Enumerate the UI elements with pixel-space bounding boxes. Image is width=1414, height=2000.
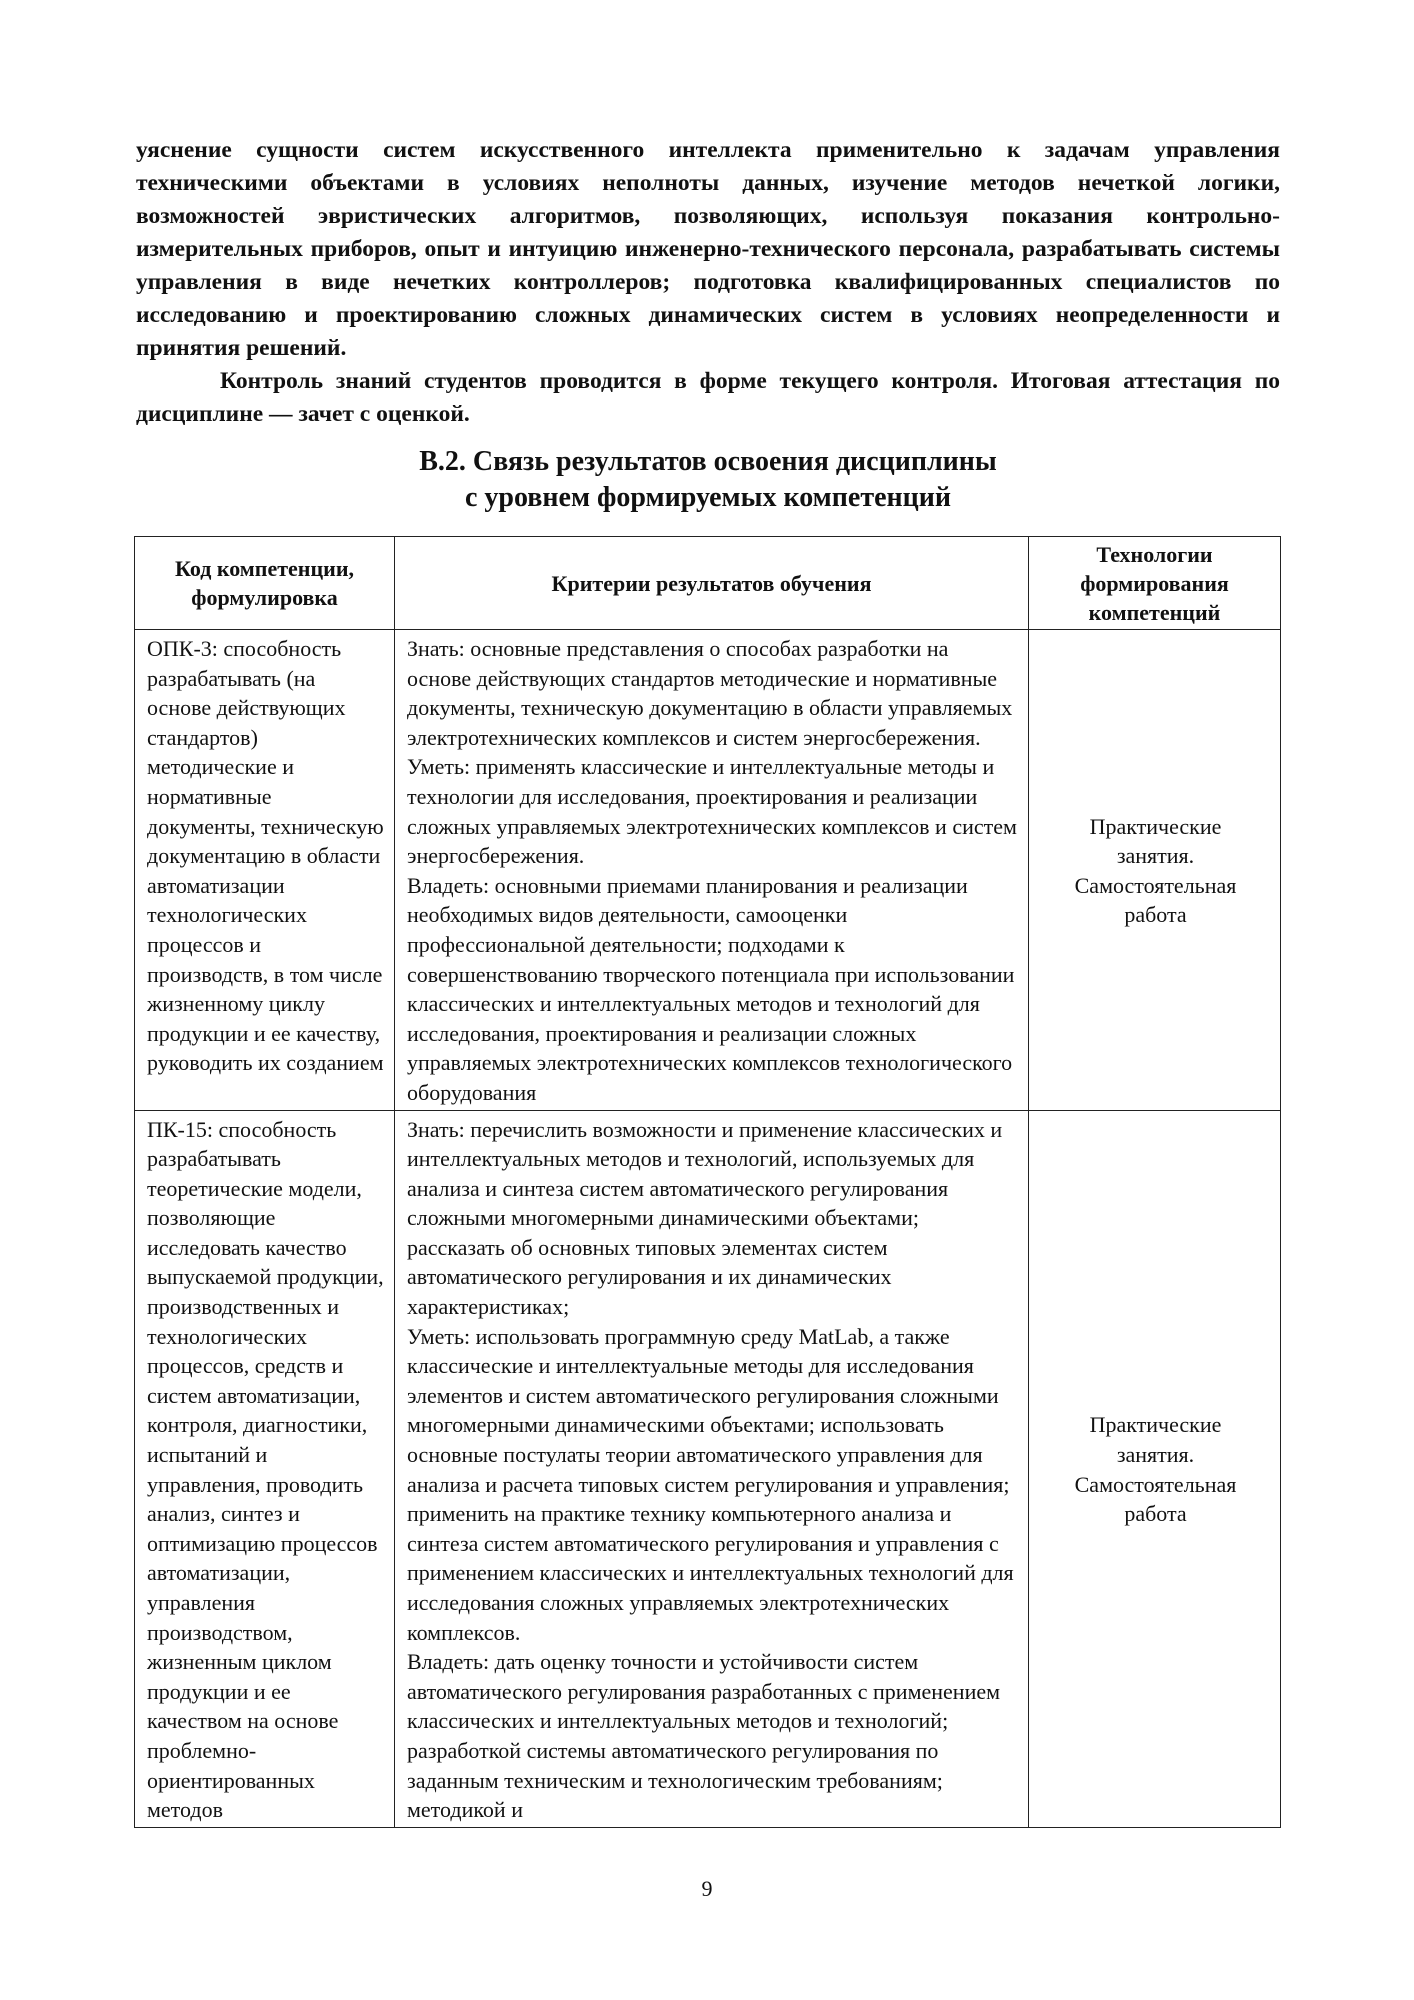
criteria-can: Уметь: применять классические и интеллектуальные методы и технологии для исследования, проектирования и реализации сложных управляемых электротехнических комплексов и систем энергосбережения. [407,754,1017,869]
section-title [136,444,1280,516]
intro-text [136,134,1280,431]
table-row [135,1110,1281,1827]
header-code: Код компетенции, формулировка [135,537,395,630]
learning-criteria [395,1110,1029,1827]
criteria-master: Владеть: дать оценку точности и устойчивости систем автоматического регулирования разработанных с применением классических и интеллектуальных методов и технологий; разработкой системы автоматического регулирования по заданным техническим и технологическим требованиям; методикой и [407,1649,1001,1823]
intro-paragraph-2 [136,365,1280,431]
competency-code: ПК-15: способность разрабатывать теоретические модели, позволяющие исследовать качество выпускаемой продукции, производственных и технологических процессов, средств и систем автоматизации, контроля, диагностики, испытаний и управления, проводить анализ, синтез и оптимизацию процессов автоматизации, управления производством, жизненным циклом продукции и ее качеством на основе проблемно-ориентированных методов [135,1110,395,1827]
formation-technologies [1029,630,1281,1111]
section-title-line-2: с уровнем формируемых компетенций [464,482,952,513]
formation-technologies [1029,1110,1281,1827]
criteria-master: Владеть: основными приемами планирования и реализации необходимых видов деятельности, самооценки профессиональной деятельности; подходами к совершенствованию творческого потенциала при использовании классических и интеллектуальных методов и технологий для исследования, проектирования и реализации сложных управляемых электротехнических комплексов технологического оборудования [407,872,1015,1105]
criteria-can: Уметь: использовать программную среду MatLab, а также классические и интеллектуальные методы для исследования элементов и систем автоматического регулирования сложными многомерными динамическими объектами; использовать основные постулаты теории автоматического управления для анализа и расчета типовых систем регулирования и управления; применить на практике технику компьютерного анализа и синтеза систем автоматического регулирования и управления с применением классических и интеллектуальных технологий для исследования сложных управляемых электротехнических комплексов. [407,1323,1014,1645]
tech-line: Самостоятельная [1074,872,1237,898]
section-title-line-1: В.2. Связь результатов освоения дисциплины [419,446,997,477]
learning-criteria [395,630,1029,1111]
tech-line: занятия. [1116,1442,1195,1468]
tech-line: занятия. [1116,843,1195,869]
tech-line: Практические [1089,1412,1222,1438]
criteria-know: Знать: основные представления о способах разработки на основе действующих стандартов методические и нормативные документы, техническую документацию в области управляемых электротехнических комплексов и систем энергосбережения. [407,636,1013,750]
tech-line: Самостоятельная [1074,1471,1237,1497]
competencies-table [134,536,1281,1828]
tech-line: Практические [1089,813,1222,839]
assessment-form: зачет с оценкой [298,401,464,427]
page-number: 9 [701,1876,713,1901]
table-row [135,630,1281,1111]
competency-code: ОПК-3: способность разрабатывать (на основе действующих стандартов) методические и нормативные документы, техническую документацию в области автоматизации технологических процессов и производств, в том числе жизненному циклу продукции и ее качеству, руководить их созданием [135,630,395,1111]
criteria-know: Знать: перечислить возможности и применение классических и интеллектуальных методов и технологий, используемых для анализа и синтеза систем автоматического регулирования сложными многомерными динамическими объектами; рассказать об основных типовых элементах систем автоматического регулирования и их динамических характеристиках; [407,1116,1003,1320]
header-technologies: Технологии формирования компетенций [1029,537,1281,630]
tech-line: работа [1124,1501,1187,1527]
tech-line: работа [1124,902,1187,928]
assessment-period: . [463,401,470,427]
assessment-sentence: Контроль знаний студентов проводится в форме текущего контроля. Итоговая аттестация по дисциплине — [136,368,1280,427]
intro-paragraph-1: уяснение сущности систем искусственного интеллекта применительно к задачам управления техническими объектами в условиях неполноты данных, изучение методов нечеткой логики, возможностей эвристических алгоритмов, позволяющих, используя показания контрольно-измерительных приборов, опыт и интуицию инженерно-технического персонала, разрабатывать системы управления в виде нечетких контроллеров; подготовка квалифицированных специалистов по исследованию и проектированию сложных динамических систем в условиях неопределенности и принятия решений. [136,137,1280,361]
header-criteria: Критерии результатов обучения [395,537,1029,630]
table-header-row [135,537,1281,630]
